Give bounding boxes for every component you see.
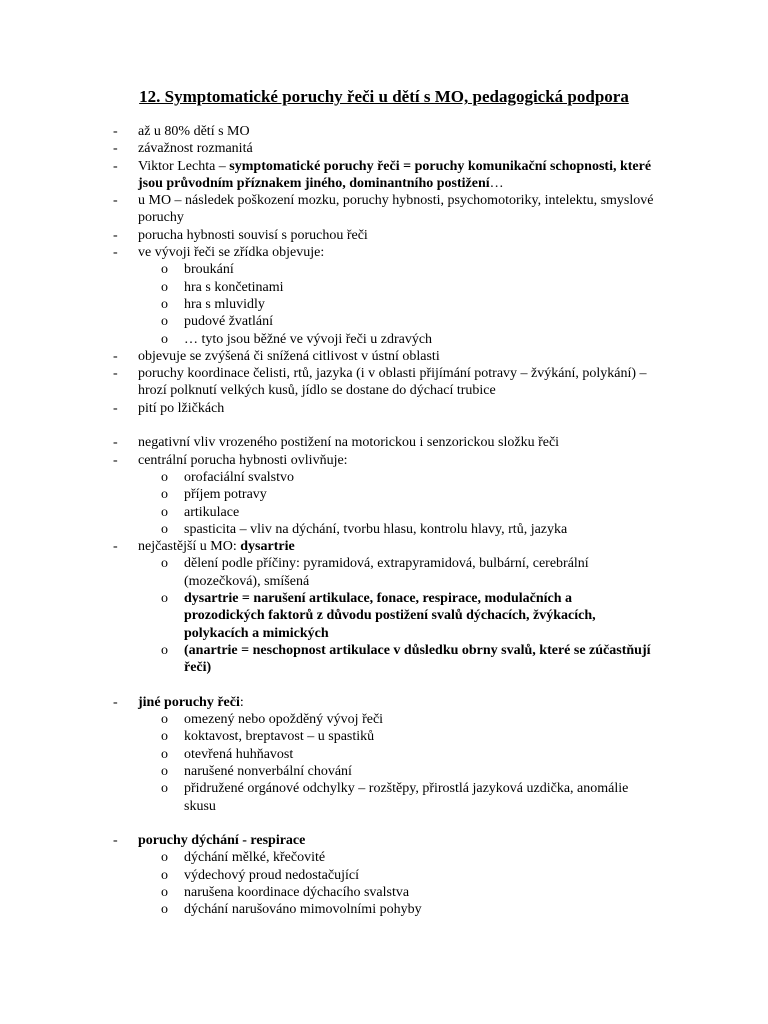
- dash-bullet: -: [113, 348, 118, 364]
- sub-list-item: [0, 504, 768, 521]
- sub-list-item: [0, 555, 768, 590]
- item-text: [184, 849, 654, 866]
- text-span: negativní vliv vrozeného postižení na motorickou i senzorickou složku řeči: [138, 435, 560, 451]
- bold-text: symptomatické poruchy řeči = poruchy komunikační schopnosti, které jsou průvodním příznakem jiného, dominantního postižení: [138, 158, 652, 191]
- circle-bullet: o: [161, 885, 168, 901]
- bold-text: dysartrie = narušení artikulace, fonace, respirace, modulačních a prozodických faktorů z důvodu postižení svalů dýchacích, žvýkacích, polykacích a mimických: [184, 591, 596, 641]
- item-text: [184, 728, 654, 745]
- circle-bullet: o: [161, 729, 168, 745]
- text-span: až u 80% dětí s MO: [138, 124, 250, 139]
- text-span: dýchání narušováno mimovolními pohyby: [184, 902, 422, 918]
- bold-text: poruchy dýchání - respirace: [138, 833, 306, 849]
- text-span: objevuje se zvýšená či snížená citlivost v ústní oblasti: [138, 348, 440, 364]
- circle-bullet: o: [161, 642, 168, 658]
- text-span: poruchy koordinace čelisti, rtů, jazyka (i v oblasti přijímání potravy – žvýkání, polykání) – hrozí polknutí velkých kusů, jídlo se dostane do dýchací trubice: [138, 366, 647, 399]
- sub-list-item: [0, 469, 768, 486]
- text-span: závažnost rozmanitá: [138, 141, 253, 157]
- item-text: [184, 296, 654, 313]
- list-item: [0, 452, 768, 469]
- page-title: 12. Symptomatické poruchy řeči u dětí s MO, pedagogická podpora: [139, 87, 629, 106]
- dash-bullet: -: [113, 694, 118, 710]
- sub-list-item: [0, 711, 768, 728]
- item-text: [184, 313, 654, 330]
- item-text: [184, 590, 654, 642]
- sub-list-item: [0, 296, 768, 313]
- circle-bullet: o: [161, 469, 168, 485]
- list-item: [0, 694, 768, 711]
- text-span: ve vývoji řeči se zřídka objevuje:: [138, 245, 325, 261]
- circle-bullet: o: [161, 487, 168, 503]
- sub-list-item: [0, 313, 768, 330]
- item-text: [138, 348, 678, 365]
- sub-list-item: [0, 486, 768, 503]
- text-span: u MO – následek poškození mozku, poruchy hybnosti, psychomotoriky, intelektu, smyslové poruchy: [138, 193, 654, 226]
- circle-bullet: o: [161, 712, 168, 728]
- circle-bullet: o: [161, 763, 168, 779]
- text-span: pudové žvatlání: [184, 314, 274, 330]
- text-span: přidružené orgánové odchylky – rozštěpy, přirostlá jazyková uzdička, anomálie skusu: [184, 781, 629, 814]
- text-span: porucha hybnosti souvisí s poruchou řeči: [138, 227, 368, 243]
- dash-bullet: -: [113, 539, 118, 555]
- dash-bullet: -: [113, 452, 118, 468]
- text-span: …: [489, 175, 504, 191]
- sub-list-item: [0, 849, 768, 866]
- dash-bullet: -: [113, 158, 118, 174]
- text-span: hra s mluvidly: [184, 296, 265, 312]
- list-item: [0, 365, 768, 400]
- blank-line: [0, 417, 768, 434]
- text-span: centrální porucha hybnosti ovlivňuje:: [138, 452, 348, 468]
- list-item: [0, 348, 768, 365]
- dash-bullet: -: [113, 124, 118, 139]
- item-text: [184, 867, 654, 884]
- text-span: pití po lžičkách: [138, 400, 225, 416]
- circle-bullet: o: [161, 279, 168, 295]
- circle-bullet: o: [161, 867, 168, 883]
- dash-bullet: -: [113, 833, 118, 849]
- sub-list-item: [0, 867, 768, 884]
- item-text: [138, 244, 678, 261]
- circle-bullet: o: [161, 781, 168, 797]
- bold-text: (anartrie = neschopnost artikulace v důsledku obrny svalů, které se zúčastňují řeči): [184, 642, 651, 676]
- bold-text: jiné poruchy řeči: [138, 694, 240, 710]
- list-item: [0, 244, 768, 261]
- item-text: [138, 694, 678, 711]
- text-span: výdechový proud nedostačující: [184, 867, 359, 883]
- dash-bullet: -: [113, 400, 118, 416]
- circle-bullet: o: [161, 902, 168, 918]
- dash-bullet: -: [113, 366, 118, 382]
- text-span: Viktor Lechta –: [138, 158, 230, 174]
- sub-list-item: [0, 901, 768, 918]
- list-item: [0, 434, 768, 451]
- sub-list-item: [0, 261, 768, 278]
- item-text: [138, 538, 678, 555]
- text-span: dýchání mělké, křečovité: [184, 850, 326, 866]
- item-text: [184, 504, 654, 521]
- item-text: [184, 555, 654, 590]
- circle-bullet: o: [161, 746, 168, 762]
- item-text: [184, 884, 654, 901]
- text-span: orofaciální svalstvo: [184, 469, 295, 485]
- item-text: [138, 452, 678, 469]
- item-text: [184, 642, 654, 677]
- circle-bullet: o: [161, 296, 168, 312]
- item-text: [184, 486, 654, 503]
- text-span: koktavost, breptavost – u spastiků: [184, 729, 375, 745]
- list-item: [0, 832, 768, 849]
- list-item: [0, 123, 768, 140]
- sub-list-item: [0, 331, 768, 348]
- circle-bullet: o: [161, 314, 168, 330]
- item-text: [138, 227, 678, 244]
- dash-bullet: -: [113, 227, 118, 243]
- item-text: [138, 123, 678, 140]
- list-item: [0, 140, 768, 157]
- blank-line: [0, 815, 768, 832]
- blank-line: [0, 677, 768, 694]
- item-text: [138, 365, 678, 400]
- text-span: :: [239, 694, 244, 710]
- item-text: [184, 261, 654, 278]
- item-text: [138, 158, 678, 193]
- circle-bullet: o: [161, 591, 168, 607]
- list-item: [0, 192, 768, 227]
- circle-bullet: o: [161, 504, 168, 520]
- item-text: [184, 331, 654, 348]
- text-span: artikulace: [184, 504, 240, 520]
- item-text: [138, 434, 678, 451]
- text-span: otevřená huhňavost: [184, 746, 294, 762]
- list-item: [0, 538, 768, 555]
- list-item: [0, 158, 768, 193]
- item-text: [184, 279, 654, 296]
- bold-text: dysartrie: [240, 539, 295, 555]
- circle-bullet: o: [161, 850, 168, 866]
- text-span: příjem potravy: [184, 487, 267, 503]
- text-span: narušena koordinace dýchacího svalstva: [184, 885, 410, 901]
- sub-list-item: [0, 746, 768, 763]
- circle-bullet: o: [161, 556, 168, 572]
- text-span: narušené nonverbální chování: [184, 763, 352, 779]
- dash-bullet: -: [113, 141, 118, 157]
- text-span: omezený nebo opožděný vývoj řeči: [184, 712, 384, 728]
- item-text: [138, 400, 678, 417]
- sub-list-item: [0, 590, 768, 642]
- item-text: [138, 140, 678, 157]
- sub-list-item: [0, 763, 768, 780]
- bullet-list: [0, 123, 768, 919]
- text-span: broukání: [184, 262, 234, 278]
- list-item: [0, 400, 768, 417]
- text-span: hra s končetinami: [184, 279, 284, 295]
- sub-list-item: [0, 728, 768, 745]
- circle-bullet: o: [161, 262, 168, 278]
- dash-bullet: -: [113, 193, 118, 209]
- item-text: [184, 763, 654, 780]
- item-text: [184, 901, 654, 918]
- item-text: [184, 780, 654, 815]
- text-span: nejčastější u MO:: [138, 539, 241, 555]
- circle-bullet: o: [161, 331, 168, 347]
- item-text: [184, 746, 654, 763]
- circle-bullet: o: [161, 521, 168, 537]
- item-text: [184, 711, 654, 728]
- text-span: … tyto jsou běžné ve vývoji řeči u zdravých: [184, 331, 433, 347]
- text-span: spasticita – vliv na dýchání, tvorbu hlasu, kontrolu hlavy, rtů, jazyka: [184, 521, 568, 537]
- dash-bullet: -: [113, 435, 118, 451]
- sub-list-item: [0, 884, 768, 901]
- item-text: [184, 521, 654, 538]
- item-text: [184, 469, 654, 486]
- dash-bullet: -: [113, 245, 118, 261]
- list-item: [0, 227, 768, 244]
- item-text: [138, 192, 678, 227]
- item-text: [138, 832, 678, 849]
- sub-list-item: [0, 642, 768, 677]
- sub-list-item: [0, 279, 768, 296]
- sub-list-item: [0, 521, 768, 538]
- text-span: dělení podle příčiny: pyramidová, extrapyramidová, bulbární, cerebrální (mozečková), smíšená: [184, 556, 589, 589]
- sub-list-item: [0, 780, 768, 815]
